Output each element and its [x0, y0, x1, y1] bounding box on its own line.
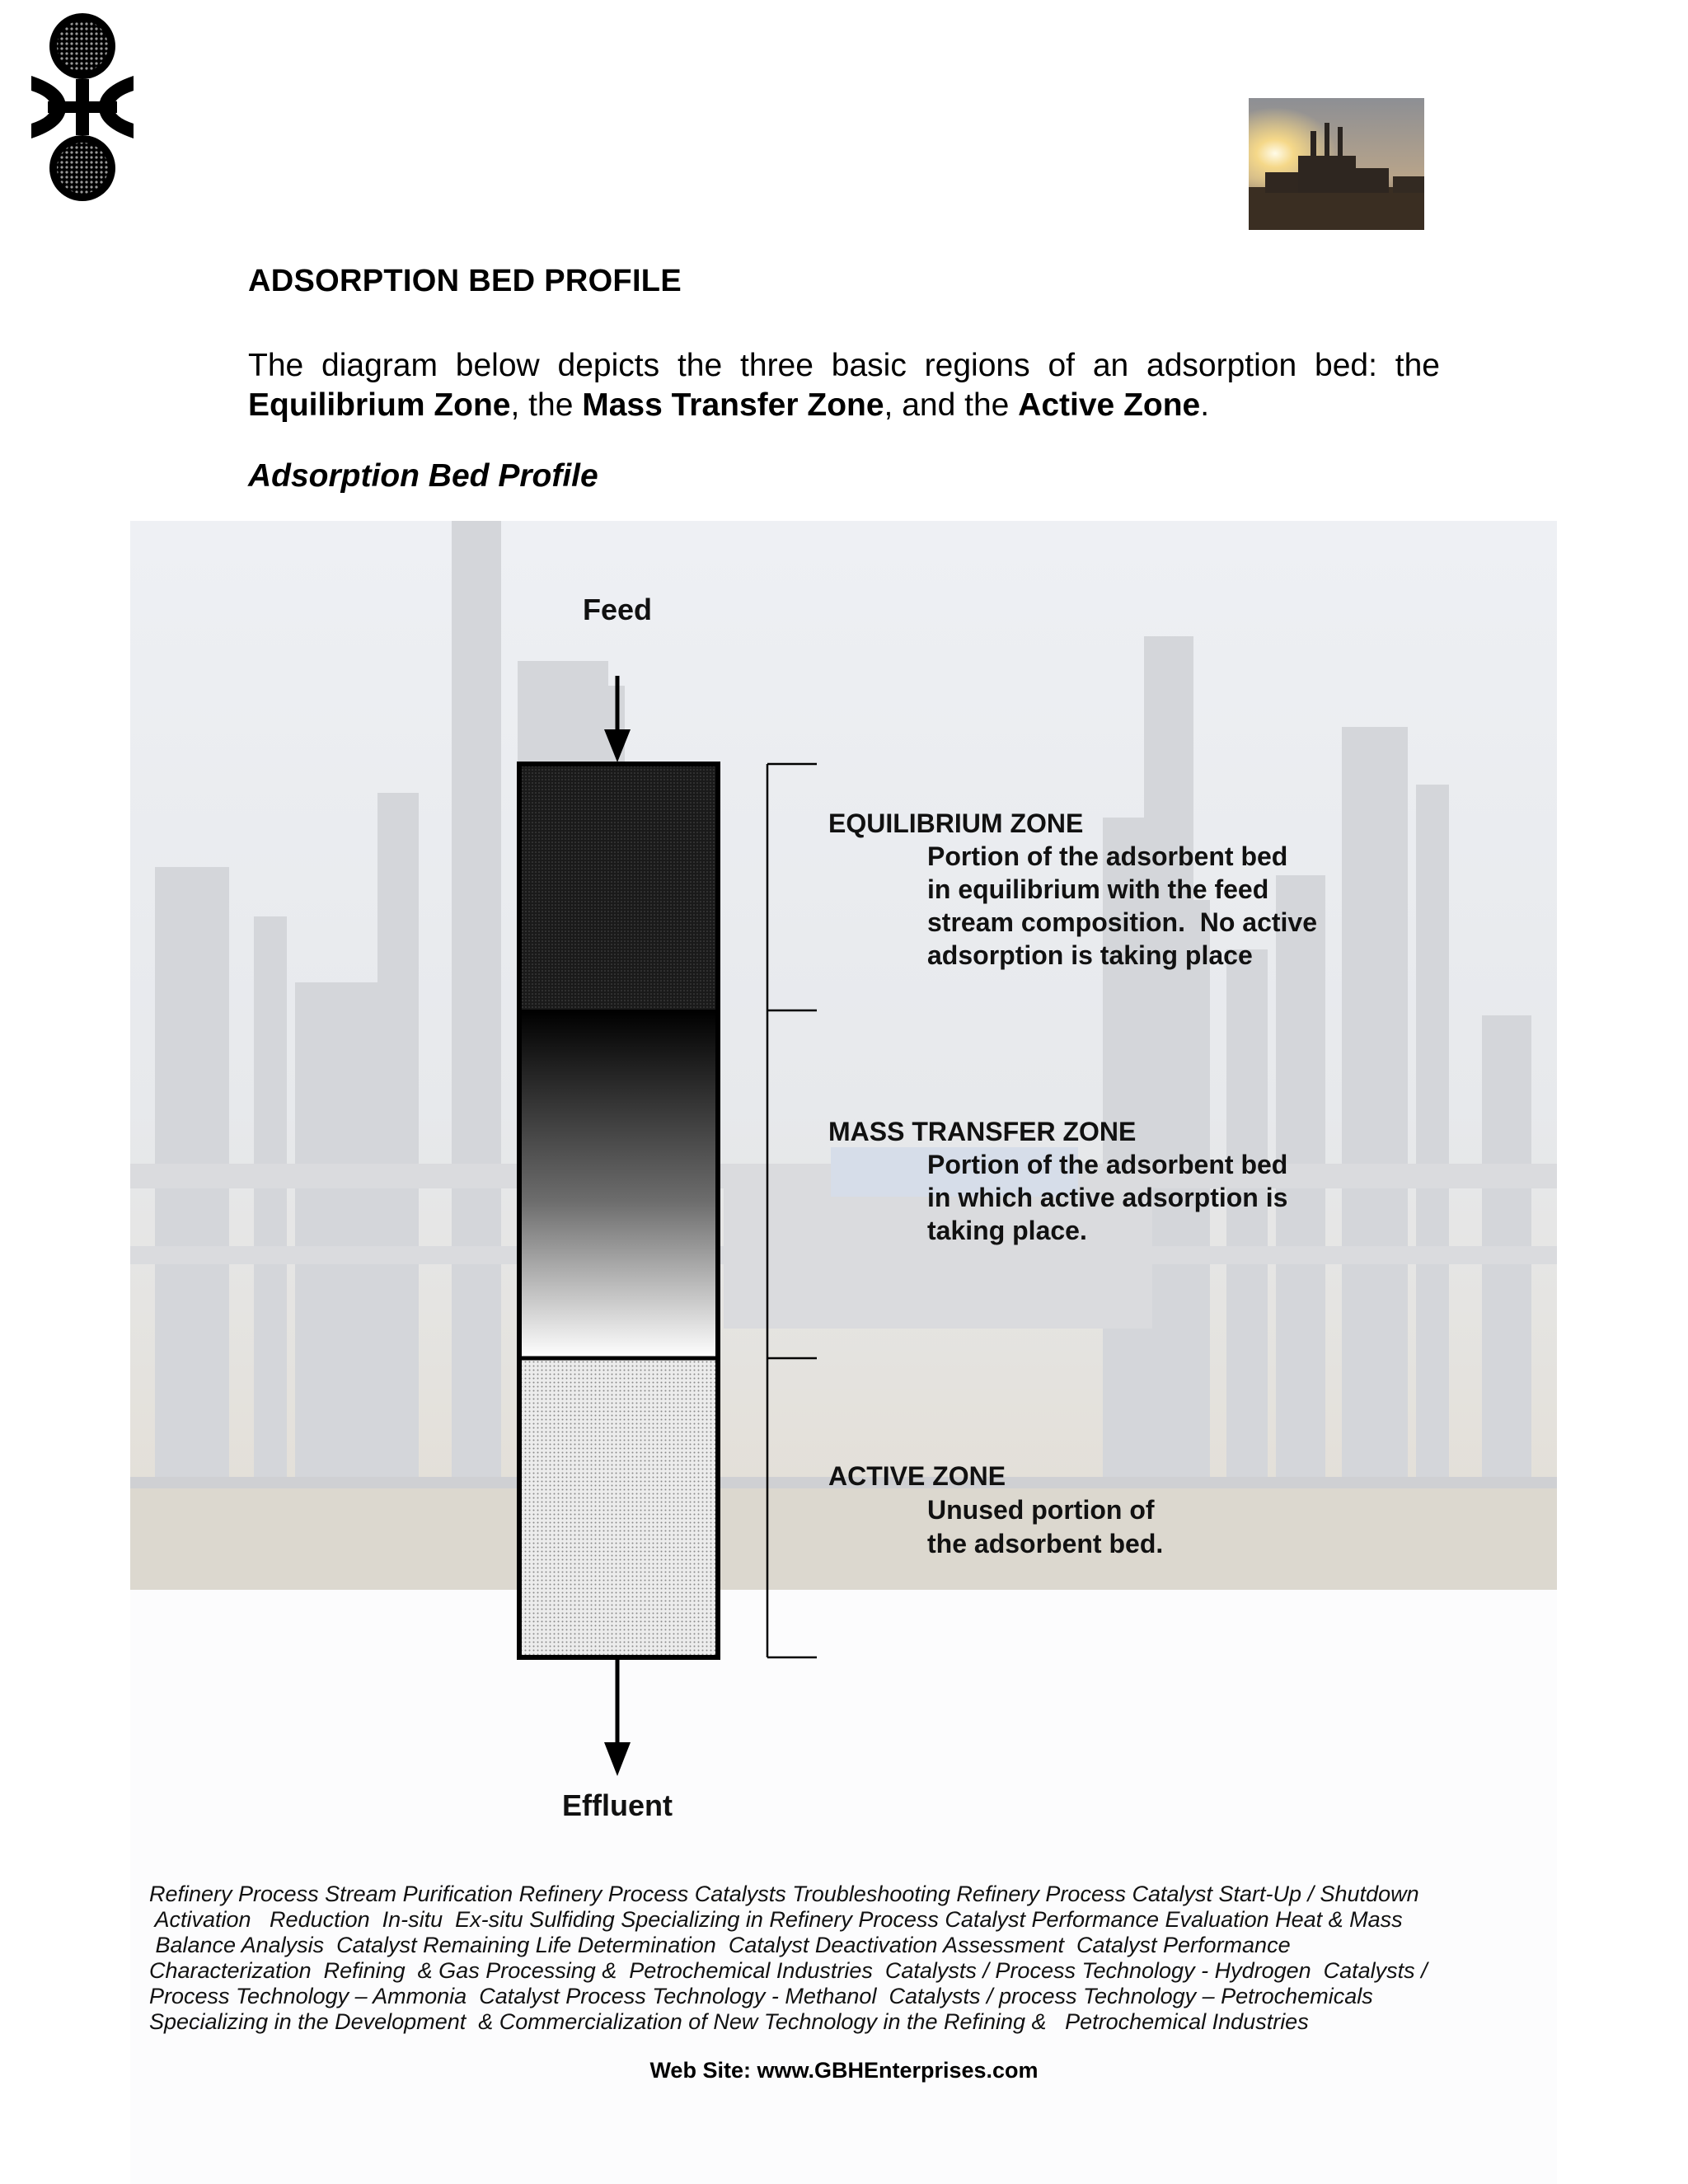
website-link[interactable]: Web Site: www.GBHEnterprises.com	[649, 2058, 1039, 2083]
effluent-label: Effluent	[562, 1788, 673, 1822]
equilibrium-zone-desc-1: Portion of the adsorbent bed	[927, 841, 1288, 871]
mass-transfer-zone-desc-2: in which active adsorption is	[927, 1183, 1288, 1212]
equilibrium-zone-desc-2: in equilibrium with the feed	[927, 874, 1269, 904]
footer-line-1: Refinery Process Stream Purification Refinery Process Catalysts Troubleshooting Refinery Process Catalyst Start-Up / Shutdown	[149, 1882, 1419, 1906]
document-title: ADSORPTION BED PROFILE	[248, 264, 682, 298]
feed-label: Feed	[582, 593, 653, 626]
intro-sep-1: , the	[510, 387, 583, 423]
footer-line-3: Balance Analysis Catalyst Remaining Life Determination Catalyst Deactivation Assessment Catalyst Performance	[149, 1933, 1291, 1957]
intro-sep-2: , and the	[884, 387, 1019, 423]
equilibrium-zone-term: Equilibrium Zone	[248, 387, 511, 423]
equilibrium-zone-title: EQUILIBRIUM ZONE	[828, 808, 1084, 838]
refinery-background-image	[130, 521, 1557, 1590]
intro-line-1: The diagram below depicts the three basic regions of an adsorption bed: the	[248, 348, 1440, 383]
active-zone-title: ACTIVE ZONE	[828, 1461, 1006, 1491]
footer-line-2: Activation Reduction In-situ Ex-situ Sulfiding Specializing in Refinery Process Catalyst Performance Evaluation Heat & Mass	[149, 1907, 1403, 1932]
figure-caption: Adsorption Bed Profile	[248, 458, 598, 494]
gbh-enterprises-logo-icon	[25, 12, 140, 201]
intro-paragraph	[248, 346, 1440, 425]
refinery-sunset-photo-icon	[1249, 98, 1424, 230]
active-zone-desc-2: the adsorbent bed.	[927, 1529, 1164, 1558]
mass-transfer-zone-title: MASS TRANSFER ZONE	[828, 1117, 1137, 1146]
mass-transfer-zone-desc-3: taking place.	[927, 1216, 1087, 1245]
mass-transfer-zone-desc-1: Portion of the adsorbent bed	[927, 1150, 1288, 1179]
equilibrium-zone-desc-4: adsorption is taking place	[927, 940, 1253, 970]
footer-line-6: Specializing in the Development & Commercialization of New Technology in the Refining & Petrochemical Industries	[149, 2009, 1309, 2034]
mass-transfer-zone-term: Mass Transfer Zone	[582, 387, 884, 423]
intro-end: .	[1200, 387, 1210, 423]
equilibrium-zone-desc-3: stream composition. No active	[927, 907, 1318, 937]
active-zone-term: Active Zone	[1018, 387, 1201, 423]
footer-line-5: Process Technology – Ammonia Catalyst Process Technology - Methanol Catalysts / process Technology – Petrochemicals	[149, 1984, 1373, 2008]
footer-keywords	[149, 1882, 1435, 2035]
active-zone-desc-1: Unused portion of	[927, 1495, 1155, 1525]
footer-line-4: Characterization Refining & Gas Processing & Petrochemical Industries Catalysts / Process Technology - Hydrogen Catalysts /	[149, 1958, 1428, 1983]
